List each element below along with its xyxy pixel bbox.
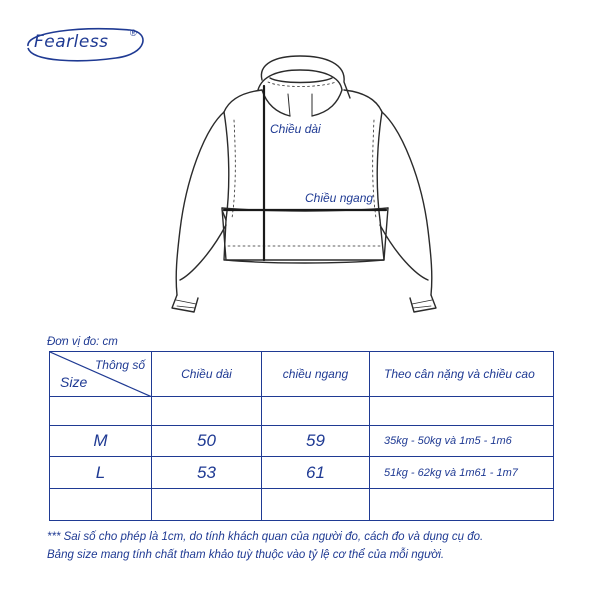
size-cell: L: [50, 457, 152, 489]
width-cell: 59: [262, 426, 370, 457]
registered-mark: ®: [130, 28, 137, 38]
table-row: [50, 397, 554, 426]
length-cell: [152, 397, 262, 426]
width-cell: 61: [262, 457, 370, 489]
hoodie-diagram: [150, 50, 460, 330]
fit-cell: 51kg - 62kg và 1m61 - 1m7: [370, 457, 554, 489]
width-cell: [262, 489, 370, 521]
width-label: Chiều ngang: [305, 191, 374, 205]
fit-cell: [370, 397, 554, 426]
length-cell: 50: [152, 426, 262, 457]
table-row: [50, 457, 554, 489]
header-width: chiều ngang: [262, 352, 370, 397]
unit-note: Đơn vị đo: cm: [47, 336, 118, 348]
corner-cell: [50, 352, 152, 397]
header-length: Chiều dài: [152, 352, 262, 397]
size-cell: M: [50, 426, 152, 457]
header-fit: Theo cân nặng và chiều cao: [370, 352, 554, 397]
fit-cell: 35kg - 50kg và 1m5 - 1m6: [370, 426, 554, 457]
table-row: [50, 489, 554, 521]
reference-note: Bảng size mang tính chất tham khảo tuỳ thuộc vào tỷ lệ cơ thể của mỗi người.: [47, 549, 445, 561]
corner-spec-label: Thông số: [94, 358, 145, 372]
size-cell: [50, 397, 152, 426]
length-cell: 53: [152, 457, 262, 489]
size-table: [49, 351, 554, 521]
length-label: Chiều dài: [270, 122, 321, 136]
length-cell: [152, 489, 262, 521]
tolerance-note: *** Sai số cho phép là 1cm, do tính khách quan của người đo, cách đo và dụng cụ đo.: [47, 531, 484, 543]
table-row: [50, 426, 554, 457]
brand-name: Fearless: [34, 32, 109, 52]
size-cell: [50, 489, 152, 521]
brand-logo: [20, 22, 150, 66]
header-row: [50, 352, 554, 397]
corner-size-label: Size: [60, 374, 88, 390]
hoodie-sketch: [150, 50, 460, 330]
fit-cell: [370, 489, 554, 521]
width-cell: [262, 397, 370, 426]
